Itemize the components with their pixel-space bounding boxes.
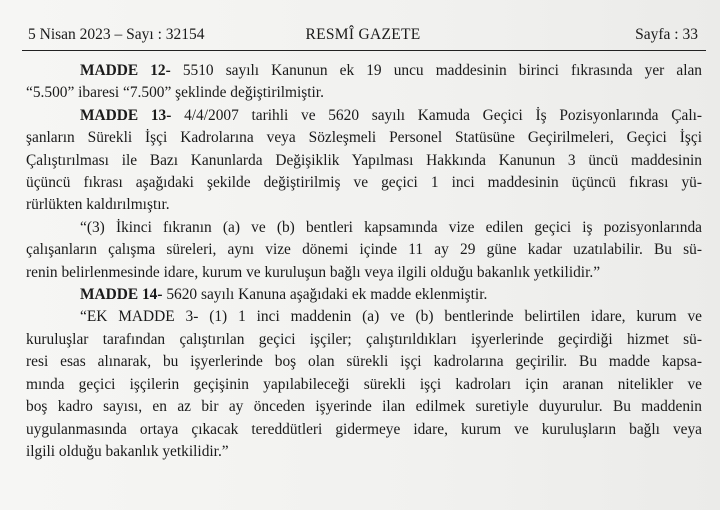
- text-line: “EK MADDE 3- (1) 1 inci maddenin (a) ve (b) bentlerinde belirtilen idare, kurum ve: [80, 308, 702, 326]
- text-line: uygulanmasında ortaya çıkacak tereddütleri gidermeye idare, kurum ve kuruluşların bağlı veya: [26, 420, 702, 438]
- article-label: MADDE 13-: [80, 106, 172, 124]
- text-line: kuruluşlar tarafından çalıştırılan geçici işçiler; çalıştırıldıkları işyerlerinde geçirdiği hizmet sü-: [26, 330, 702, 348]
- text-line: resi esas alınarak, bu işyerlerinde boş olan sürekli işçi kadrolarına geçirilir. Bu madde kapsa-: [26, 353, 702, 371]
- text-line: “5.500” ibaresi “7.500” şeklinde değiştirilmiştir.: [26, 84, 324, 102]
- text-line: ilgili olduğu bakanlık yetkilidir.”: [26, 442, 229, 460]
- gazette-title: RESMÎ GAZETE: [305, 26, 421, 43]
- text-line: “(3) İkinci fıkranın (a) ve (b) bentleri kapsamında vize edilen geçici iş pozisyonlarında: [80, 218, 702, 236]
- article-body: [26, 60, 702, 463]
- text-line: şanların Sürekli İşçi Kadrolarına veya Sözleşmeli Personel Statüsüne Geçirilmeleri, Geçici İşçi: [26, 129, 702, 147]
- issue-date-number: 5 Nisan 2023 – Sayı : 32154: [28, 26, 205, 43]
- text-line: Çalıştırılması ile Bazı Kanunlarda Değişiklik Yapılması Hakkında Kanunun 3 üncü maddesinin: [26, 151, 702, 169]
- text-line: renin belirlenmesinde idare, kurum ve kuruluşun bağlı veya ilgili olduğu bakanlık yetkilidir.”: [26, 263, 601, 281]
- text-line: boş kadro sayısı, en az bir ay önceden işyerinde ilan edilmek suretiyle duyurulur. Bu maddenin: [26, 398, 702, 416]
- article-label: MADDE 14-: [80, 286, 163, 304]
- page-number: Sayfa : 33: [635, 26, 698, 43]
- article-label: MADDE 12-: [80, 62, 171, 79]
- text-line: MADDE 13- 4/4/2007 tarihli ve 5620 sayılı Kamuda Geçici İş Pozisyonlarında Çalı-: [80, 106, 703, 124]
- header-rule: [22, 50, 706, 51]
- text-line: çalışanların çalışma süreleri, aynı vize dönemi içinde 11 ay 29 güne kadar uzatılabilir. Bu sü-: [26, 241, 702, 259]
- text-line: MADDE 14- 5620 sayılı Kanuna aşağıdaki ek madde eklenmiştir.: [80, 286, 488, 304]
- text-line: rürlükten kaldırılmıştır.: [26, 196, 170, 214]
- text-line: üçüncü fıkrası aşağıdaki şekilde değiştirilmiş ve geçici 1 inci maddesinin üçüncü fıkrası yü-: [26, 174, 702, 192]
- text-line: mında geçici işçilerin geçişinin yapılabileceği sürekli işçi kadroları için aranan nitelikler ve: [26, 375, 702, 393]
- text-line: MADDE 12- 5510 sayılı Kanunun ek 19 uncu maddesinin birinci fıkrasında yer alan: [80, 62, 703, 79]
